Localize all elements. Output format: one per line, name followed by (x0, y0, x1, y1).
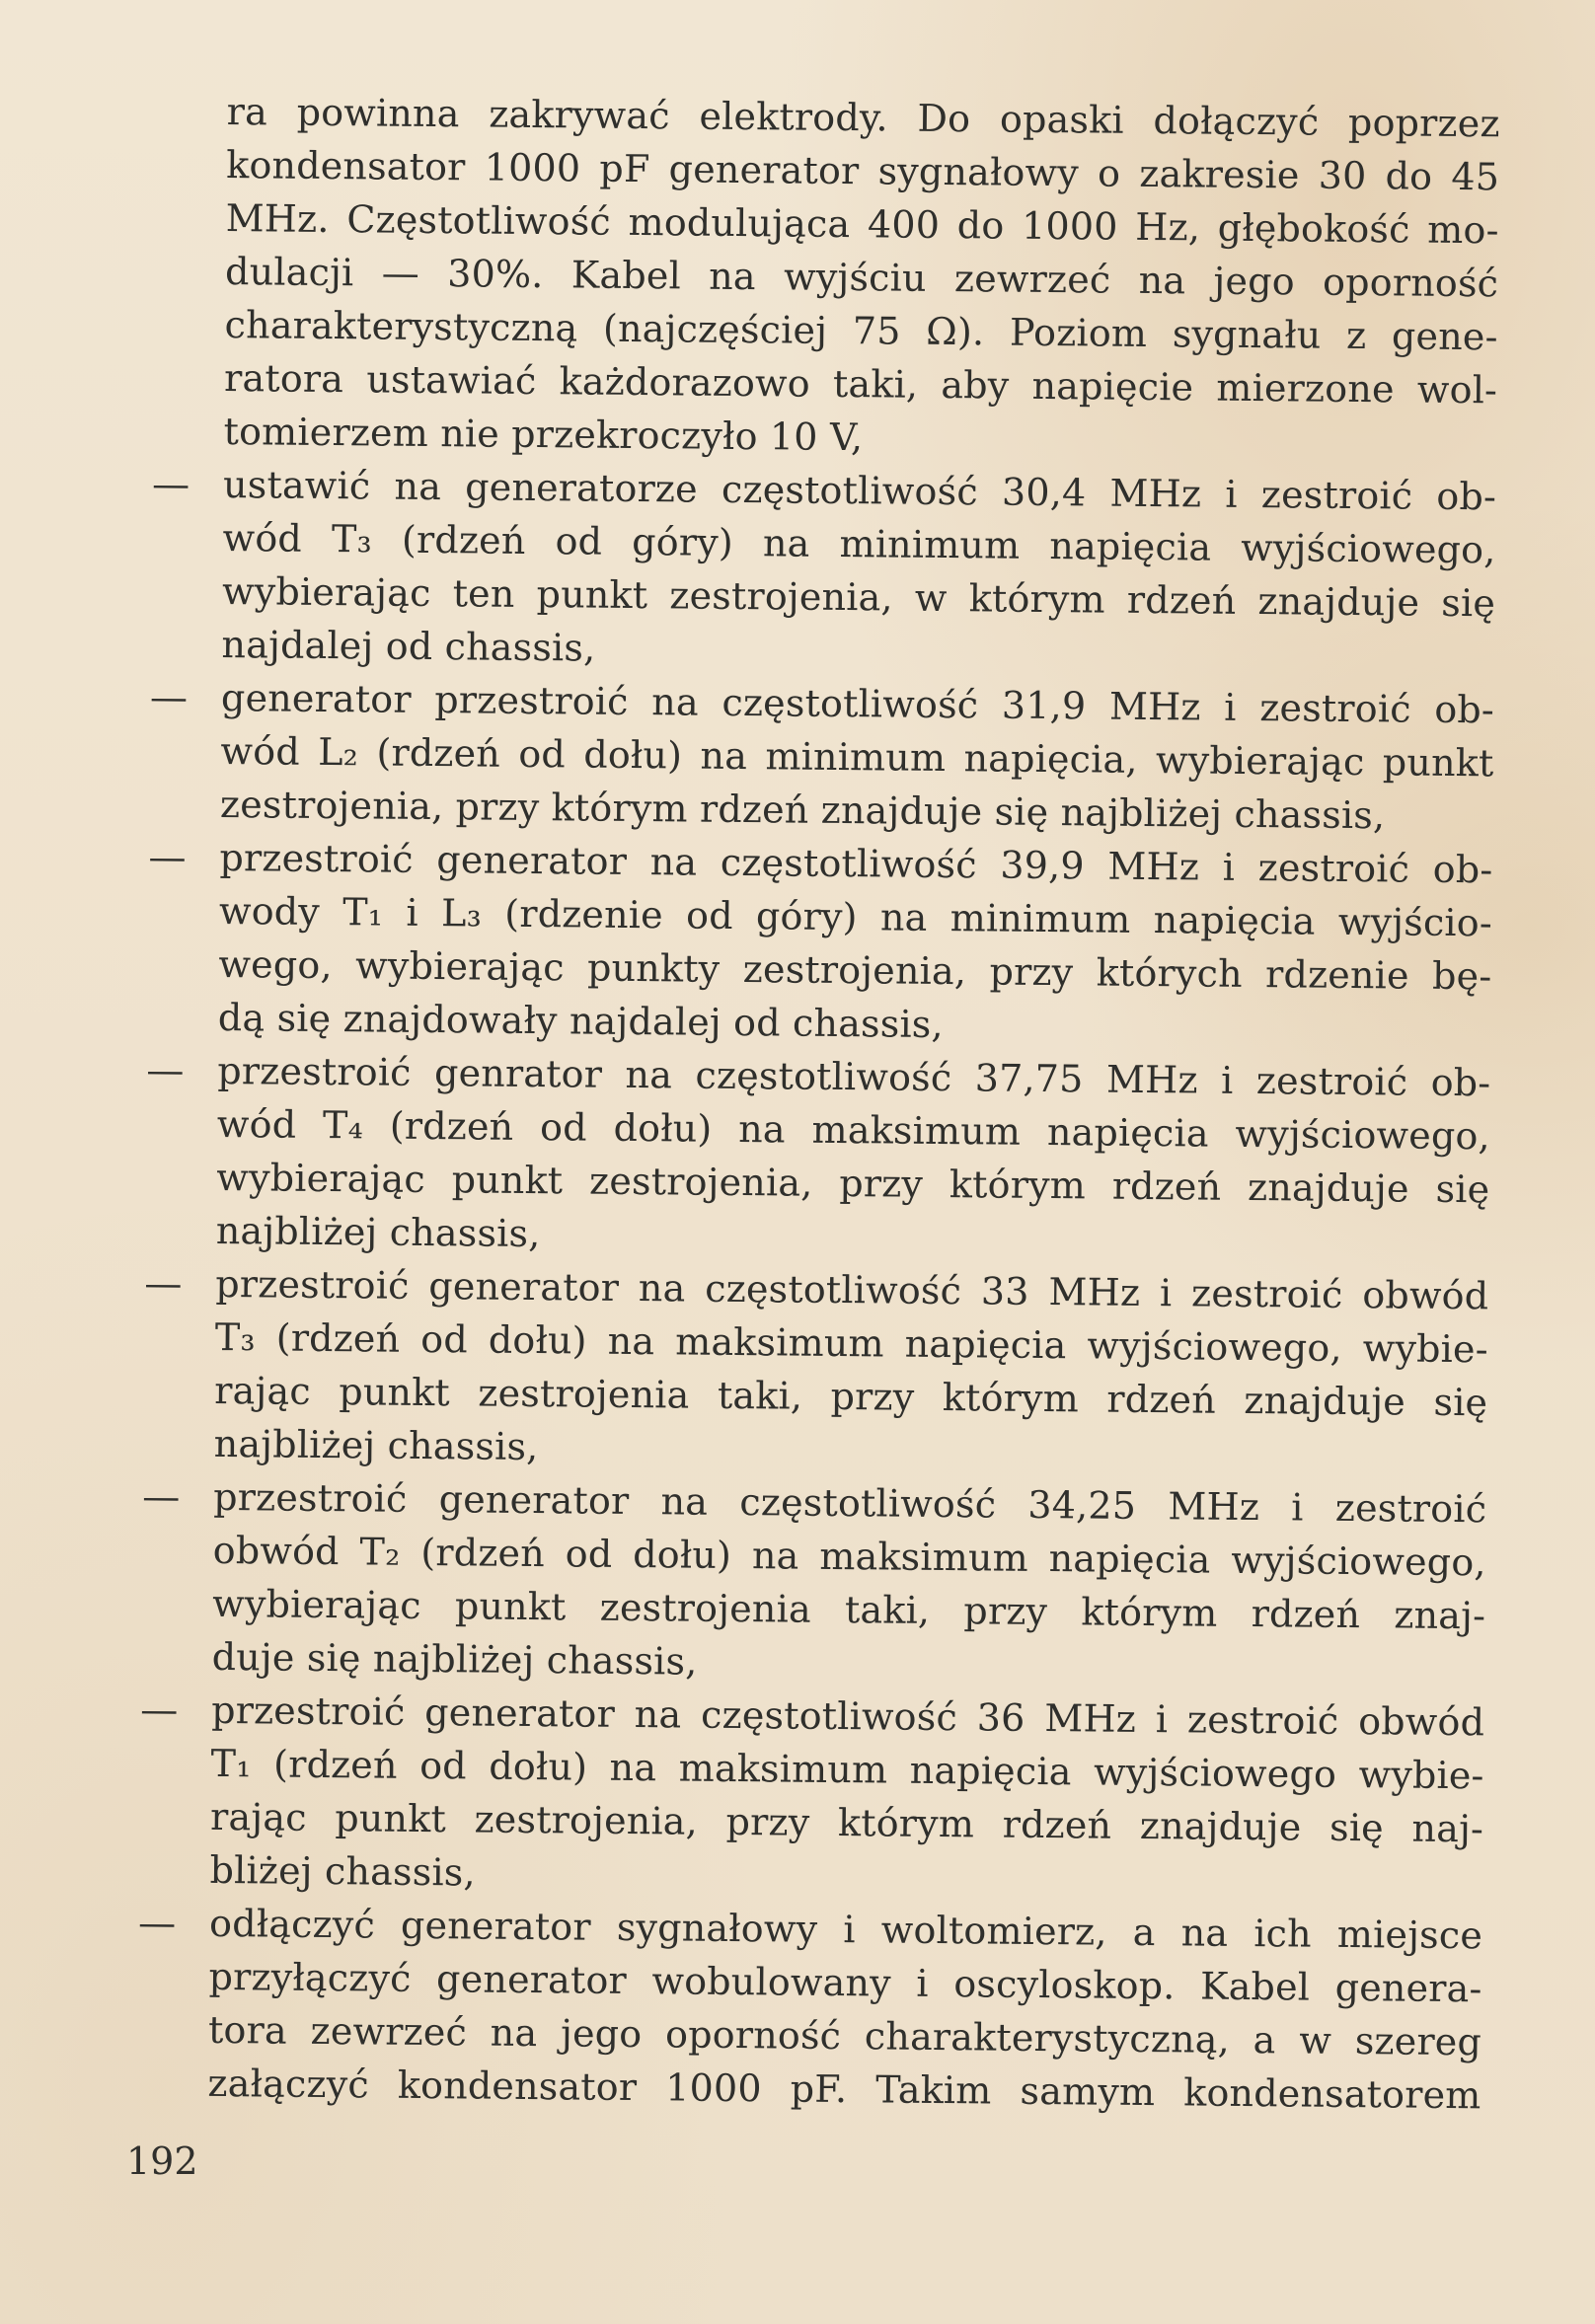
list-dash: — (139, 1687, 179, 1732)
body-text (137, 85, 1500, 2122)
text-line: przestroić generator na częstotliwość 33 MHz i zestroić obwód (215, 1261, 1489, 1318)
text-line: wybierając punkt zestrojenia taki, przy którym rdzeń znaj- (212, 1581, 1486, 1638)
text-line: ratora ustawiać każdorazowo taki, aby napięcie mierzone wol- (223, 355, 1498, 412)
text-line: ustawić na generatorze częstotliwość 30,4 MHz i zestroić ob- (222, 462, 1497, 519)
list-dash: — (137, 1901, 177, 1945)
list-dash: — (146, 1048, 185, 1092)
text-line: załączyć kondensator 1000 pF. Takim samym kondensatorem (207, 2061, 1481, 2118)
list-dash: — (151, 462, 190, 506)
text-line: najbliżej chassis, (213, 1421, 539, 1469)
text-line: rając punkt zestrojenia taki, przy którym rdzeń znajduje się (214, 1368, 1488, 1425)
text-line: przestroić generator na częstotliwość 34,25 MHz i zestroić (213, 1474, 1487, 1532)
text-line: charakterystyczną (najczęściej 75 Ω). Poziom sygnału z gene- (224, 302, 1498, 359)
text-line: ra powinna zakrywać elektrody. Do opaski dołączyć poprzez (226, 89, 1500, 146)
text-line: generator przestroić na częstotliwość 31,9 MHz i zestroić ob- (220, 675, 1495, 732)
text-line: tora zewrzeć na jego oporność charakterystyczną, a w szereg (207, 2007, 1482, 2064)
text-line: wód T₃ (rdzeń od góry) na minimum napięcia wyjściowego, (222, 515, 1496, 572)
text-line: bliżej chassis, (209, 1847, 476, 1895)
text-line: najbliżej chassis, (215, 1208, 541, 1256)
list-dash: — (144, 1261, 183, 1306)
text-line: przyłączyć generator wobulowany i oscyloskop. Kabel genera- (208, 1954, 1482, 2011)
list-item (149, 671, 1495, 843)
text-line: dą się znajdowały najdalej od chassis, (217, 995, 944, 1047)
text-line: obwód T₂ (rdzeń od dołu) na maksimum napięcia wyjściowego, (212, 1528, 1486, 1585)
text-line: kondensator 1000 pF generator sygnałowy o zakresie 30 do 45 (226, 142, 1500, 199)
text-line: rając punkt zestrojenia, przy którym rdzeń znajduje się naj- (209, 1794, 1484, 1851)
text-line: wego, wybierając punkty zestrojenia, przy których rdzenie bę- (218, 941, 1492, 999)
list-item (144, 1257, 1489, 1482)
text-line: wody T₁ i L₃ (rdzenie od góry) na minimum napięcia wyjścio- (218, 888, 1493, 945)
list-item (139, 1684, 1485, 1909)
list-dash: — (142, 1474, 181, 1519)
text-line: MHz. Częstotliwość modulująca 400 do 1000 Hz, głębokość mo- (225, 195, 1499, 253)
text-line: najdalej od chassis, (221, 622, 596, 670)
intro-paragraph (223, 85, 1500, 470)
text-line: tomierzem nie przekroczyło 10 V, (223, 409, 864, 460)
list-item (151, 458, 1497, 683)
text-line: wybierając punkt zestrojenia, przy którym rdzeń znajduje się (216, 1155, 1490, 1212)
list-dash: — (149, 675, 189, 719)
text-line: wybierając ten punkt zestrojenia, w którym rdzeń znajduje się (221, 568, 1496, 626)
text-line: wód L₂ (rdzeń od dołu) na minimum napięcia, wybierając punkt (220, 728, 1494, 786)
text-line: T₁ (rdzeń od dołu) na maksimum napięcia wyjściowego wybie- (210, 1741, 1484, 1798)
list-item (148, 831, 1493, 1056)
text-line: dulacji — 30%. Kabel na wyjściu zewrzeć na jego oporność (224, 249, 1499, 306)
list-item (146, 1044, 1491, 1269)
text-line: przestroić generator na częstotliwość 39,9 MHz i zestroić ob- (219, 835, 1493, 892)
text-line: odłączyć generator sygnałowy i woltomierz, a na ich miejsce (208, 1901, 1483, 1958)
text-line: przestroić generator na częstotliwość 36 MHz i zestroić obwód (210, 1687, 1485, 1745)
text-line: T₃ (rdzeń od dołu) na maksimum napięcia wyjściowego, wybie- (214, 1314, 1488, 1372)
text-line: przestroić genrator na częstotliwość 37,75 MHz i zestroić ob- (217, 1048, 1491, 1105)
text-line: zestrojenia, przy którym rdzeń znajduje się najbliżej chassis, (219, 782, 1386, 838)
text-line: duje się najbliżej chassis, (211, 1634, 698, 1684)
list-item (137, 1897, 1483, 2122)
list-dash: — (148, 835, 187, 879)
list-item (142, 1470, 1487, 1695)
text-line: wód T₄ (rdzeń od dołu) na maksimum napięcia wyjściowego, (216, 1101, 1491, 1159)
page-number: 192 (126, 2139, 198, 2183)
